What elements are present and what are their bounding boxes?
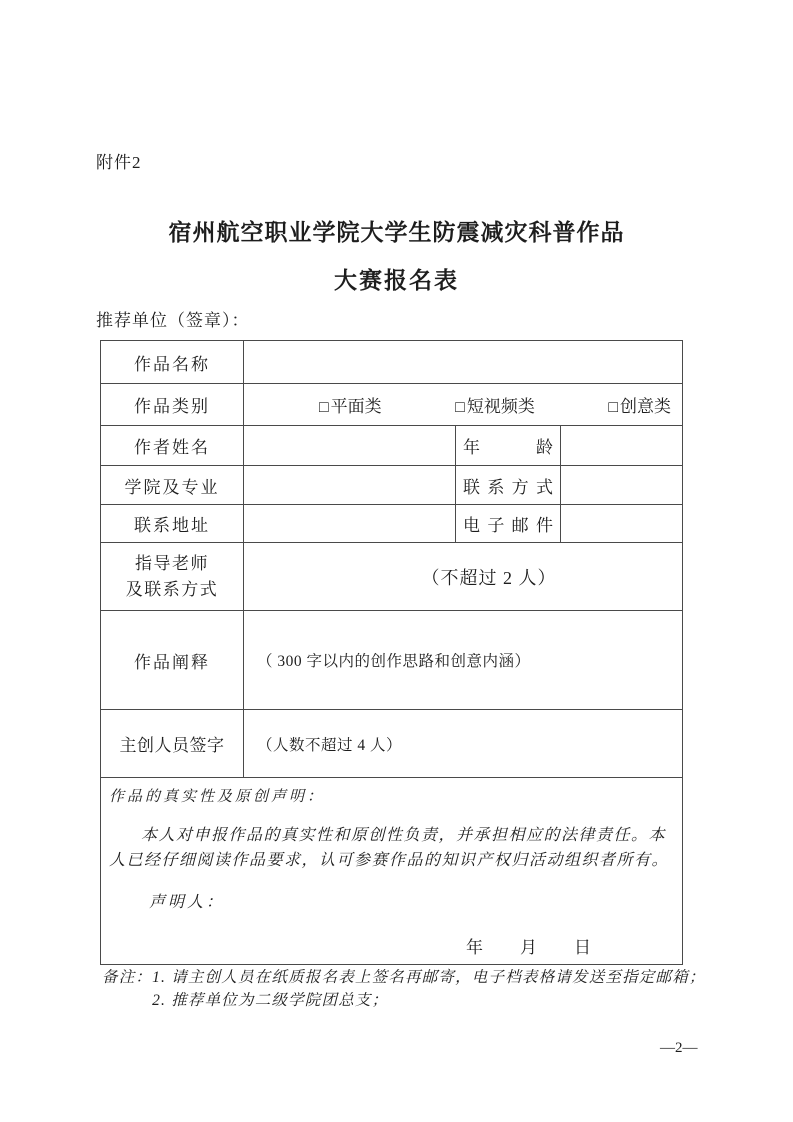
checkbox-icon[interactable]: □ (319, 399, 329, 416)
interpretation-input-cell[interactable]: （ 300 字以内的创作思路和创意内涵） (244, 611, 683, 710)
work-name-label: 作品名称 (101, 341, 244, 384)
work-name-input-cell[interactable] (244, 341, 683, 384)
row-address-email (101, 505, 683, 543)
note-item-2: 2. 推荐单位为二级学院团总支； (152, 991, 389, 1009)
attachment-label: 附件2 (96, 153, 142, 172)
row-advisor (101, 543, 683, 611)
declaration-body: 本人对申报作品的真实性和原创性负责，并承担相应的法律责任。本人已经仔细阅读作品要求，认可参赛作品的知识产权归活动组织者所有。 (109, 827, 670, 869)
document-title-line2: 大赛报名表 (334, 268, 459, 293)
declaration-heading: 作品的真实性及原创声明： (109, 789, 326, 805)
notes-lines (152, 967, 706, 1012)
row-declaration (101, 778, 683, 965)
notes-prefix: 备注： (102, 969, 153, 986)
creator-signature-label: 主创人员签字 (101, 710, 244, 778)
contact-input-cell[interactable] (561, 466, 683, 505)
author-name-input-cell[interactable] (244, 426, 456, 466)
advisor-label-line2: 及联系方式 (125, 579, 219, 599)
age-input-cell[interactable] (561, 426, 683, 466)
checkbox-icon[interactable]: □ (608, 399, 619, 416)
college-major-input-cell[interactable] (244, 466, 456, 505)
document-title-line1: 宿州航空职业学院大学生防震减灾科普作品 (168, 220, 625, 245)
page-number: —2— (660, 1040, 698, 1056)
registration-form-table (100, 340, 683, 965)
email-input-cell[interactable] (561, 505, 683, 543)
declaration-block (109, 785, 672, 961)
category-option-graphic[interactable] (319, 392, 382, 417)
recommending-unit-label: 推荐单位（签章）： (96, 311, 250, 330)
declarant-label: 声明人： (149, 894, 226, 911)
category-option-creative-label: 创意类 (620, 397, 672, 416)
author-name-label: 作者姓名 (101, 426, 244, 466)
advisor-input-cell[interactable]: （不超过 2 人） (244, 543, 683, 611)
declaration-date-line: 年 月 日 (466, 938, 592, 957)
creator-signature-input-cell[interactable]: （人数不超过 4 人） (244, 710, 683, 778)
email-label: 电子邮件 (456, 505, 561, 543)
row-creator-signature (101, 710, 683, 778)
category-option-graphic-label: 平面类 (330, 397, 382, 416)
row-interpretation (101, 611, 683, 710)
address-label: 联系地址 (101, 505, 244, 543)
interpretation-label: 作品阐释 (101, 611, 244, 710)
note-item-1: 1. 请主创人员在纸质报名表上签名再邮寄，电子档表格请发送至指定邮箱； (152, 969, 706, 986)
category-options (244, 392, 682, 417)
work-category-options-cell (244, 384, 683, 426)
row-work-name (101, 341, 683, 384)
advisor-label-line1: 指导老师 (135, 553, 209, 573)
college-major-label: 学院及专业 (101, 466, 244, 505)
row-work-category (101, 384, 683, 426)
checkbox-icon[interactable]: □ (455, 399, 465, 416)
category-option-creative[interactable] (608, 392, 671, 417)
address-input-cell[interactable] (244, 505, 456, 543)
category-option-short-video-label: 短视频类 (466, 397, 535, 416)
work-category-label: 作品类别 (101, 384, 244, 426)
advisor-label (101, 543, 244, 611)
age-label: 年 龄 (456, 426, 561, 466)
notes-block (102, 967, 706, 1012)
contact-label: 联系方式 (456, 466, 561, 505)
row-author-age (101, 426, 683, 466)
category-option-short-video[interactable] (455, 392, 535, 417)
declaration-cell (101, 778, 683, 965)
row-college-contact (101, 466, 683, 505)
